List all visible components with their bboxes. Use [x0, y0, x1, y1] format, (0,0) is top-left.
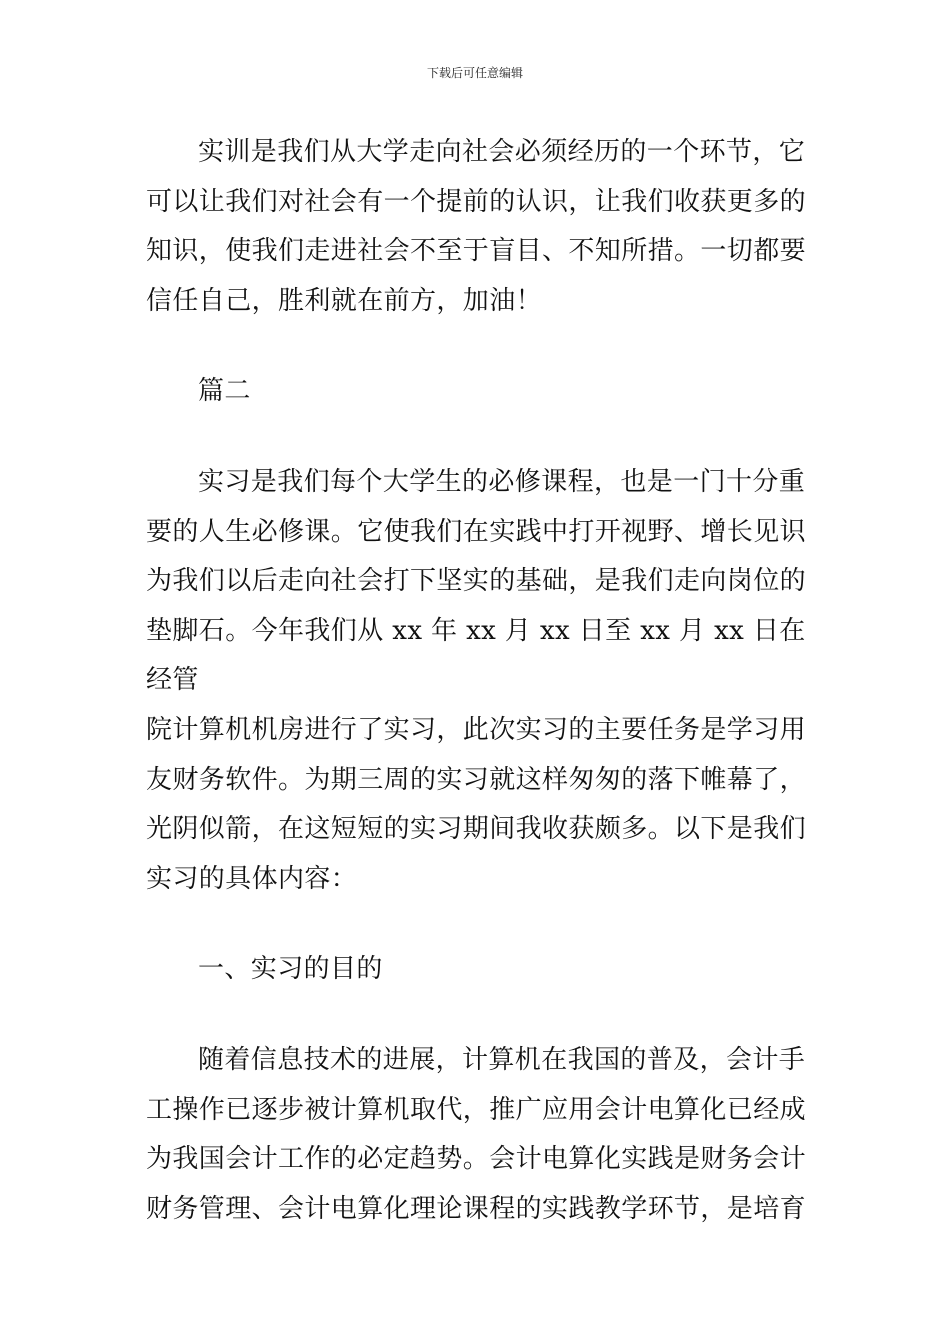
text-line: 工操作已逐步被计算机取代，推广应用会计电算化已经成	[146, 1094, 807, 1125]
text-line: 信任自己，胜利就在前方，加油！	[146, 285, 543, 316]
paragraph-spacer	[146, 904, 806, 945]
text-line: 财务管理、会计电算化理论课程的实践教学环节，是培育	[146, 1193, 807, 1224]
section-heading-purpose	[146, 945, 806, 995]
paragraph-spacer	[146, 326, 806, 367]
text-line: 要的人生必修课。它使我们在实践中打开视野、增长见识	[146, 516, 807, 547]
text-line: 院计算机机房进行了实习，此次实习的主要任务是学习用	[146, 714, 807, 745]
text-line: 知识，使我们走进社会不至于盲目、不知所措。一切都要	[146, 236, 807, 267]
paragraph-spacer	[146, 995, 806, 1036]
text-line: 实习的具体内容：	[146, 863, 358, 894]
text-line: 为我国会计工作的必定趋势。会计电算化实践是财务会计	[146, 1144, 807, 1175]
paragraph-purpose	[146, 1036, 806, 1234]
page-header: 下载后可任意编辑	[426, 66, 523, 80]
text-line: 光阴似箭，在这短短的实习期间我收获颇多。以下是我们	[146, 814, 807, 845]
text-line: 随着信息技术的进展，计算机在我国的普及，会计手	[198, 1044, 806, 1075]
paragraph-internship-intro	[146, 458, 806, 904]
document-body	[146, 128, 806, 1234]
section-heading-part-two	[146, 367, 806, 417]
text-line: 垫脚石。今年我们从 xx 年 xx 月 xx 日至 xx 月 xx 日在经管	[146, 615, 806, 696]
text-line: 为我们以后走向社会打下坚实的基础，是我们走向岗位的	[146, 566, 807, 597]
text-line: 篇二	[198, 376, 251, 407]
text-line: 实习是我们每个大学生的必修课程，也是一门十分重	[198, 466, 806, 497]
text-line: 实训是我们从大学走向社会必须经历的一个环节，它	[198, 137, 806, 167]
text-line: 可以让我们对社会有一个提前的认识，让我们收获更多的	[146, 186, 807, 217]
paragraph-spacer	[146, 417, 806, 458]
text-line: 友财务软件。为期三周的实习就这样匆匆的落下帷幕了，	[146, 764, 807, 795]
paragraph-training	[146, 128, 806, 326]
text-line: 一、实习的目的	[198, 954, 383, 985]
